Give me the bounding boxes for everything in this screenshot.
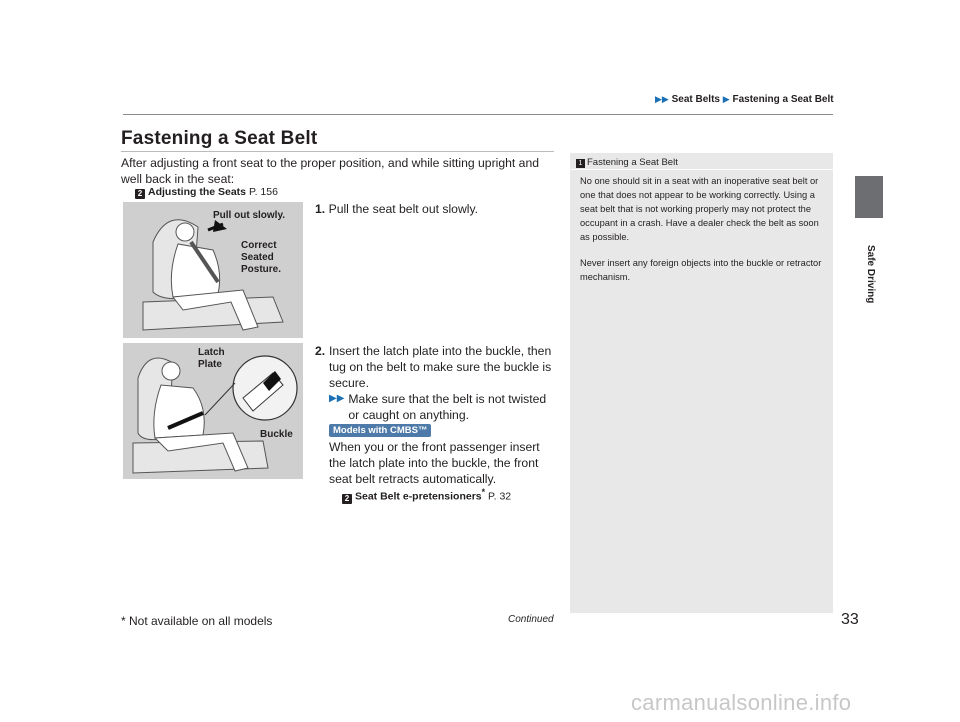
breadcrumb-level1[interactable]: Seat Belts [671, 94, 720, 105]
header-divider [123, 114, 833, 115]
breadcrumb [655, 94, 834, 105]
note-panel-head [576, 157, 678, 168]
arrow-icon: ▶ [722, 94, 730, 104]
label-pull-out-slowly: Pull out slowly. [213, 210, 286, 221]
label-plate: Plate [198, 359, 222, 370]
section-tab-marker [855, 176, 883, 218]
title-divider [121, 151, 554, 152]
page-title: Fastening a Seat Belt [121, 128, 318, 149]
step-1 [315, 202, 478, 216]
cmbs-text: When you or the front passenger insert the latch plate into the buckle, the front seat belt retracts automatically. [329, 440, 540, 486]
step-2 [315, 343, 560, 423]
step-2-text: Insert the latch plate into the buckle, then tug on the belt to make sure the buckle is secure. [329, 344, 552, 390]
label-latch: Latch [198, 347, 225, 358]
label-posture: Posture. [241, 264, 282, 275]
breadcrumb-level2[interactable]: Fastening a Seat Belt [732, 94, 834, 105]
reference-icon: 2 [135, 189, 145, 199]
note-icon: 1 [576, 159, 585, 168]
label-correct: Correct [241, 240, 277, 251]
step-1-number: 1. [315, 202, 326, 216]
illustration-pull-belt [123, 202, 303, 338]
step-1-text: Pull the seat belt out slowly. [328, 202, 479, 216]
cross-reference-e-pretensioners[interactable] [342, 487, 511, 504]
page-number: 33 [841, 611, 859, 628]
reference-page: P. 156 [248, 186, 278, 198]
reference-label: Seat Belt e-pretensioners [355, 490, 482, 503]
label-seated: Seated [241, 252, 274, 263]
side-tab-label: Safe Driving [865, 245, 876, 304]
models-badge: Models with CMBS™ [329, 424, 431, 437]
label-buckle: Buckle [260, 429, 293, 440]
reference-asterisk: * [481, 487, 486, 497]
reference-page: P. 32 [487, 490, 512, 503]
step-2-note: Make sure that the belt is not twisted or caught on anything. [348, 392, 547, 422]
reference-icon: 2 [342, 494, 352, 504]
bullet-arrow-icon: ▶▶ [329, 393, 345, 404]
double-arrow-icon: ▶▶ [655, 94, 669, 104]
illustration-insert-latch [123, 343, 303, 479]
reference-label: Adjusting the Seats [148, 186, 247, 198]
intro-text: After adjusting a front seat to the proper position, and while sitting upright and well back in the seat: [121, 156, 540, 186]
step-2-number: 2. [315, 344, 326, 358]
note-paragraph-1: No one should sit in a seat with an inoperative seat belt or one that does not appear to be working correctly. Using a seat belt that is not working properly may not protect the occupant in a crash. Have a dealer check the belt as soon as possible. [580, 176, 819, 242]
footnote: * Not available on all models [121, 614, 273, 628]
watermark: carmanualsonline.info [631, 690, 852, 715]
note-panel-divider [570, 169, 833, 170]
note-panel-title: Fastening a Seat Belt [587, 157, 678, 168]
cross-reference-adjusting-seats[interactable] [135, 186, 278, 199]
note-paragraph-2: Never insert any foreign objects into the buckle or retractor mechanism. [580, 258, 822, 282]
continued-label: Continued [508, 614, 554, 625]
